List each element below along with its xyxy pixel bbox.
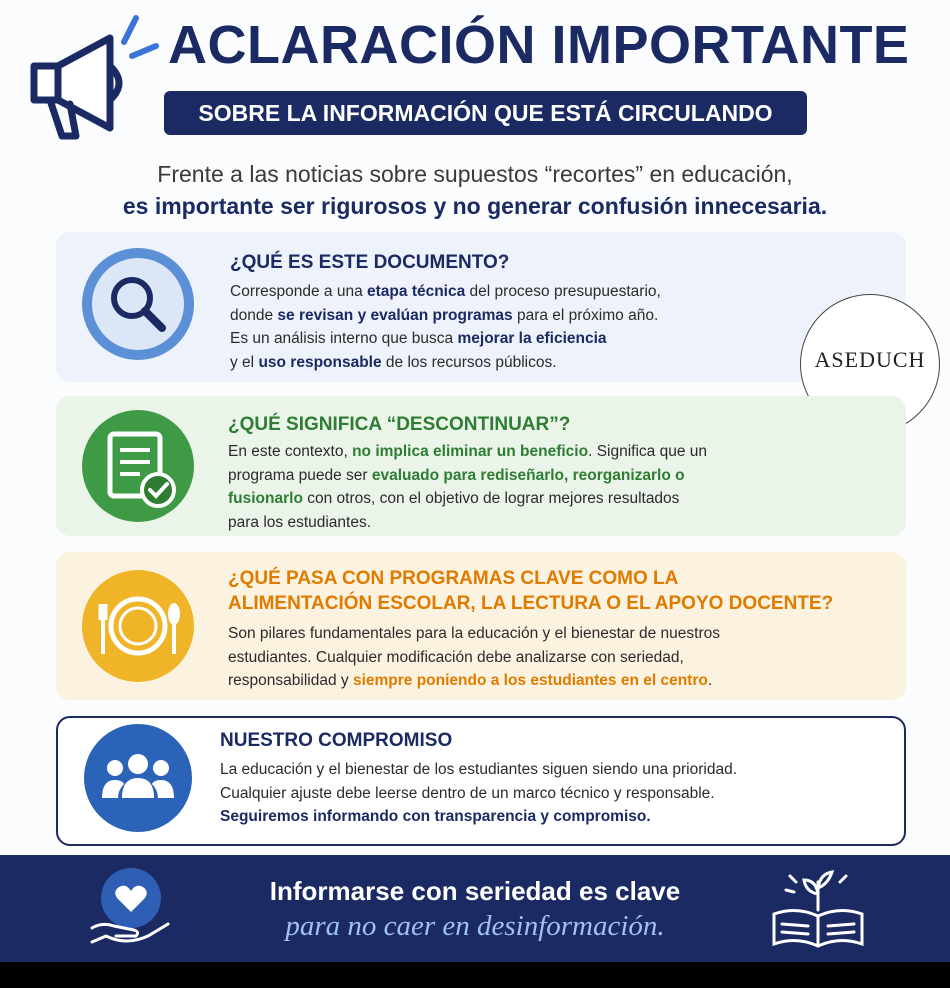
open-book-sprout-icon	[766, 862, 870, 954]
body-line: La educación y el bienestar de los estudiantes siguen siendo una prioridad.	[220, 761, 738, 778]
section-body-key-programs	[228, 622, 720, 693]
people-group-icon	[82, 722, 194, 834]
body-line: responsabilidad y siempre poniendo a los estudiantes en el centro.	[228, 672, 713, 689]
document-check-icon	[80, 408, 196, 524]
section-heading-commitment: NUESTRO COMPROMISO	[220, 730, 453, 751]
section-heading-discontinue: ¿QUÉ SIGNIFICA “DESCONTINUAR”?	[228, 414, 571, 435]
body-line: para los estudiantes.	[228, 513, 372, 531]
body-line: Son pilares fundamentales para la educación y el bienestar de nuestros	[228, 625, 721, 642]
section-body-document	[230, 280, 661, 374]
body-line: programa puede ser evaluado para rediseñarlo, reorganizarlo o	[228, 466, 685, 484]
seal-text: ASEDUCH	[814, 347, 926, 372]
body-line: estudiantes. Cualquier modificación debe analizarse con seriedad,	[228, 648, 684, 666]
section-heading-key-programs-2: ALIMENTACIÓN ESCOLAR, LA LECTURA O EL APOYO DOCENTE?	[228, 593, 834, 614]
intro-line-1: Frente a las noticias sobre supuestos “recortes” en educación,	[157, 161, 793, 187]
section-heading-document: ¿QUÉ ES ESTE DOCUMENTO?	[230, 252, 510, 273]
body-line: donde se revisan y evalúan programas para el próximo año.	[230, 306, 659, 324]
body-line: fusionarlo con otros, con el objetivo de lograr mejores resultados	[228, 490, 680, 507]
section-body-discontinue	[228, 440, 707, 534]
intro-line-2: es importante ser rigurosos y no generar confusión innecesaria.	[122, 193, 828, 219]
footer-line-1: Informarse con seriedad es clave	[269, 876, 681, 906]
page-title: ACLARACIÓN IMPORTANTE	[168, 15, 910, 75]
body-line: Cualquier ajuste debe leerse dentro de un marco técnico y responsable.	[220, 784, 715, 802]
bottom-black-strip	[0, 962, 950, 988]
magnifier-icon	[80, 246, 196, 362]
section-heading-key-programs-1: ¿QUÉ PASA CON PROGRAMAS CLAVE COMO LA	[228, 568, 679, 589]
body-line: Es un análisis interno que busca mejorar la eficiencia	[230, 330, 607, 347]
section-body-commitment	[220, 758, 737, 829]
body-line: y el uso responsable de los recursos públicos.	[230, 353, 557, 371]
body-line: Corresponde a una etapa técnica del proceso presupuestario,	[230, 283, 661, 300]
footer-line-2: para no caer en desinformación.	[285, 910, 665, 942]
body-line: Seguiremos informando con transparencia y compromiso.	[220, 808, 651, 825]
plate-cutlery-icon	[80, 568, 196, 684]
megaphone-icon	[14, 8, 164, 148]
intro-text	[0, 158, 950, 222]
subtitle-banner: SOBRE LA INFORMACIÓN QUE ESTÁ CIRCULANDO	[164, 91, 807, 135]
body-line: En este contexto, no implica eliminar un beneficio. Significa que un	[228, 443, 707, 460]
